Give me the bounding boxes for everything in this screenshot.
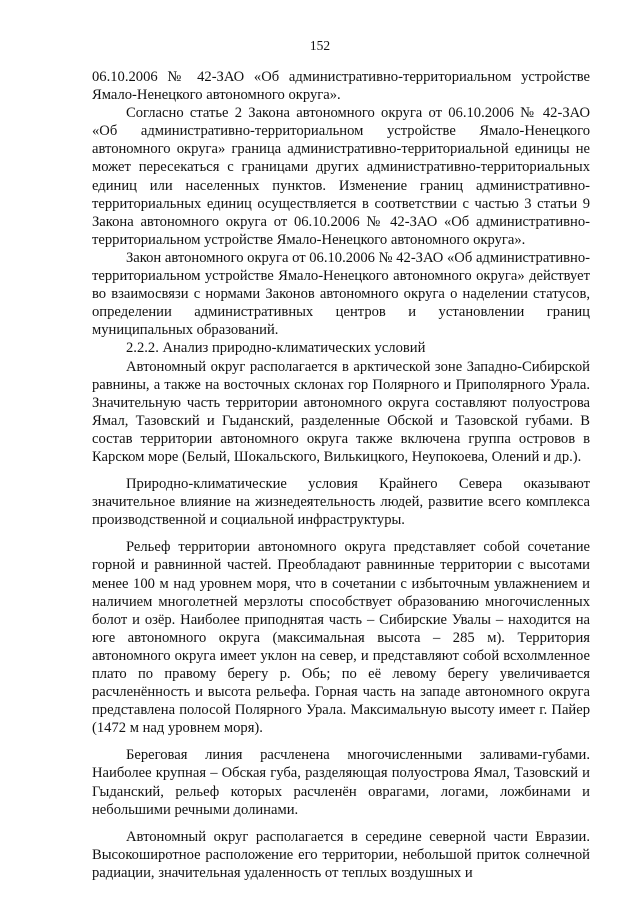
paragraph-geographic-location: Автономный округ располагается в арктической зоне Западно-Сибирской равнины, а также на восточных склонах гор Полярного и Приполярного Урала. Значительную часть территории автономного округа составляют полуострова Ямал, Тазовский и Гыданский, разделенные Обской и Тазовской губами. В состав территории автономного округа также включена группа островов в Карском море (Белый, Шокальского, Вилькицкого, Неупокоева, Олений и др.).: [92, 358, 590, 465]
paragraph-eurasia-location: Автономный округ располагается в середине северной части Евразии. Высокоширотное расположение его территории, небольшой приток солнечной радиации, значительная удаленность от теплых воздушных и: [92, 828, 590, 881]
paragraph-law-reference-continuation: 06.10.2006 № 42-ЗАО «Об административно-территориальном устройстве Ямало-Ненецкого автономного округа».: [92, 69, 590, 104]
document-body: [92, 68, 590, 882]
page-number: 152: [309, 38, 331, 53]
paragraph-law-interrelation: Закон автономного округа от 06.10.2006 № 42-ЗАО «Об административно-территориальном устройстве Ямало-Ненецкого автономного округа» действует во взаимосвязи с нормами Законов автономного округа о наделении статусов, определении административных центров и установлении границ муниципальных образований.: [92, 249, 590, 339]
paragraph-article-2-boundaries: Согласно статье 2 Закона автономного округа от 06.10.2006 № 42-ЗАО «Об административно-территориальном устройстве Ямало-Ненецкого автономного округа» граница административно-территориальной единицы не может пересекаться с границами других административно-территориальных единиц или населенных пунктов. Изменение границ административно-территориальных единиц осуществляется в соответствии с частью 3 статьи 9 Закона автономного округа от 06.10.2006 № 42-ЗАО «Об административно-территориальном устройстве Ямало-Ненецкого автономного округа».: [92, 105, 590, 248]
paragraph-climate-influence: Природно-климатические условия Крайнего Севера оказывают значительное влияние на жизнедеятельность людей, развитие всего комплекса производственной и социальной инфраструктуры.: [92, 476, 590, 529]
paragraph-relief: Рельеф территории автономного округа представляет собой сочетание горной и равнинной частей. Преобладают равнинные территории с высотами менее 100 м над уровнем моря, что в сочетании с избыточным увлажнением и наличием многолетней мерзлоты способствует образованию многочисленных болот и озёр. Наиболее приподнятая часть – Сибирские Увалы – находится на юге автономного округа (максимальная высота – 285 м). Территория автономного округа имеет уклон на север, и представляют собой всхолмленное плато по правому берегу р. Обь; по её левому берегу увеличивается расчленённость и высота рельефа. Горная часть на западе автономного округа представлена полосой Полярного Урала. Максимальную высоту имеет г. Пайер (1472 м над уровнем моря).: [92, 539, 590, 737]
paragraph-coastline: Береговая линия расчленена многочисленными заливами-губами. Наиболее крупная – Обская губа, разделяющая полуострова Ямал, Тазовский и Гыданский, рельеф которых расчленён оврагами, логами, ложбинами и небольшими речными долинами.: [92, 747, 590, 818]
section-heading: 2.2.2. Анализ природно-климатических условий: [126, 340, 426, 357]
